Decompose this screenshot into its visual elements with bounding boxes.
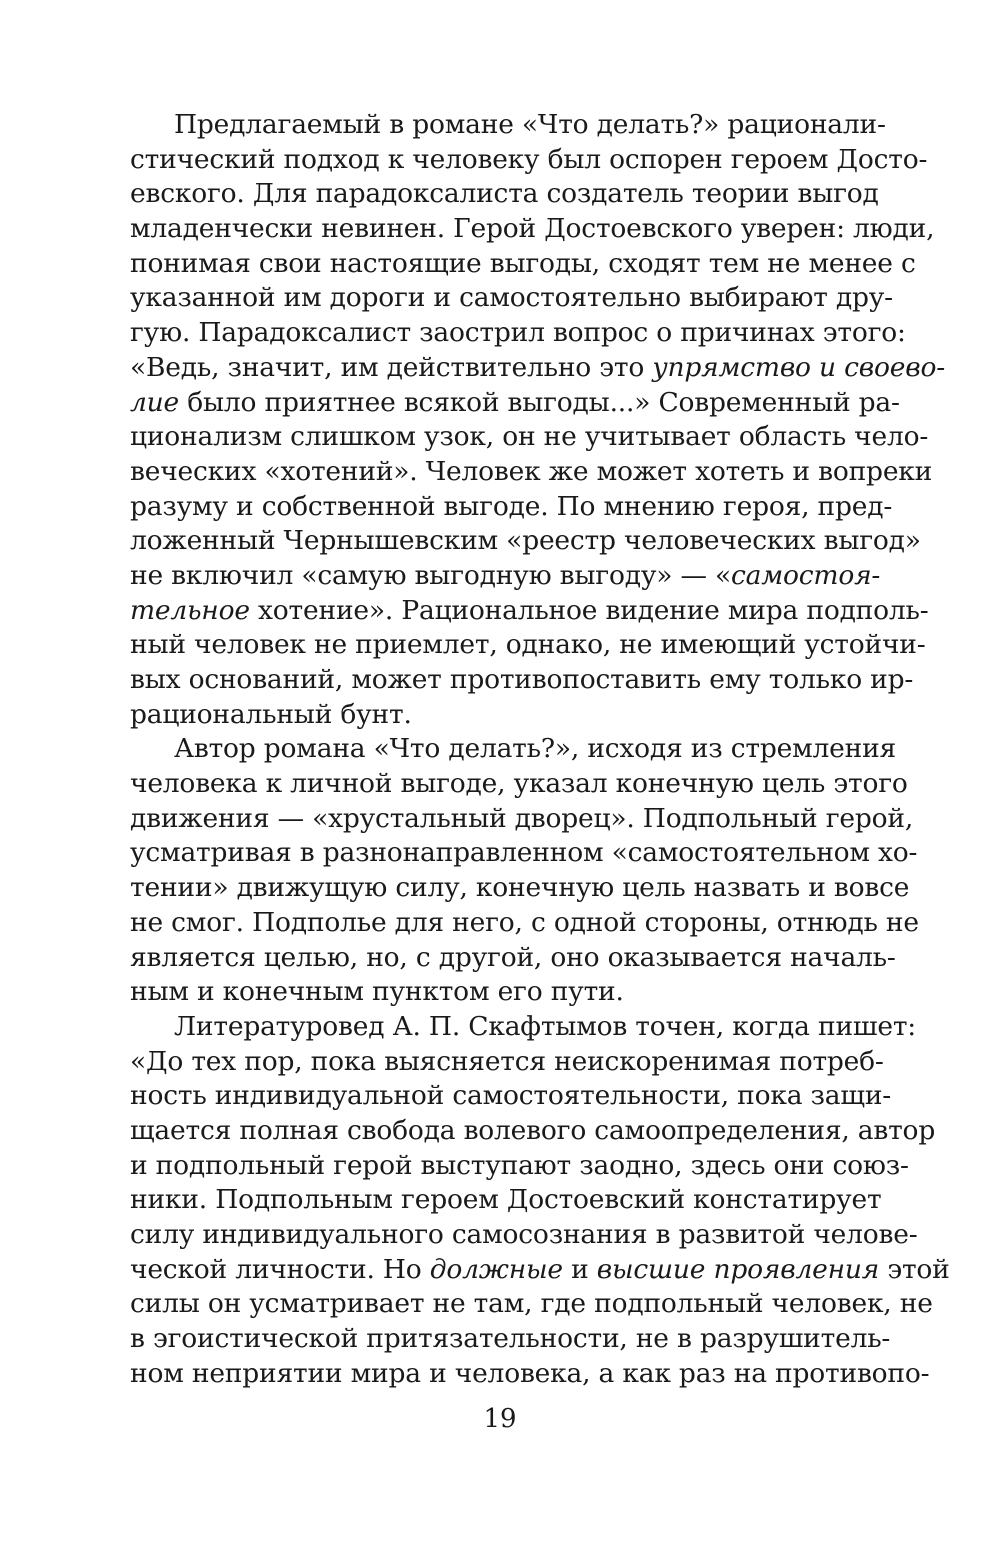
text-run: «Ведь, значит, им действительно это [130, 351, 653, 383]
text-run: указанной им дороги и самостоятельно выбирают дру- [130, 282, 893, 314]
text-run: «До тех пор, пока выясняется неискоренимая потреб- [130, 1045, 884, 1077]
text-run: ники. Подпольным героем Достоевский констатирует [130, 1184, 882, 1216]
text-run: ционализм слишком узок, он не учитывает область чело- [130, 421, 929, 453]
text-run: рациональный бунт. [130, 698, 412, 730]
text-line [130, 1218, 918, 1253]
paragraph [130, 1010, 950, 1392]
text-line [130, 1322, 891, 1357]
text-line [130, 1183, 882, 1218]
text-run: не включил «самую выгодную выгоду» — « [130, 559, 731, 591]
paragraph [130, 732, 919, 1010]
text-run: гую. Парадоксалист заострил вопрос о причинах этого: [130, 317, 906, 349]
text-line [130, 802, 914, 837]
paragraph [130, 108, 945, 732]
text-run: и [562, 1253, 597, 1285]
text-run: человека к личной выгоде, указал конечную цель этого [130, 768, 908, 800]
text-line [130, 386, 900, 421]
text-line [130, 1253, 950, 1288]
text-run: не смог. Подполье для него, с одной стороны, отнюдь не [130, 906, 919, 938]
text-line [130, 1357, 930, 1392]
text-line [130, 1010, 917, 1045]
text-line [130, 1149, 909, 1184]
text-line [130, 1079, 892, 1114]
text-line [130, 212, 935, 247]
text-line [130, 594, 929, 629]
text-run: и подпольный герой выступают заодно, здесь они союз- [130, 1149, 909, 1181]
text-run: было приятнее всякой выгоды...» Современный ра- [179, 386, 900, 418]
text-run: вых оснований, может противопоставить ему только ир- [130, 664, 914, 695]
text-line [130, 1045, 884, 1080]
text-line [130, 836, 918, 871]
text-run: тении» движущую силу, конечную цель назвать и вовсе [130, 872, 910, 904]
text-run: хотение». Рациональное видение мира подполь- [249, 594, 929, 626]
text-run: разуму и собственной выгоде. По мнению героя, пред- [130, 490, 893, 522]
text-run: веческих «хотений». Человек же может хотеть и вопреки [130, 455, 933, 487]
text-line [130, 559, 881, 594]
italic-text: тельное [130, 594, 250, 626]
text-run: ческой личности. Но [130, 1253, 430, 1285]
text-run: силы он усматривает не там, где подпольный человек, не [130, 1288, 933, 1320]
text-line [130, 767, 908, 802]
text-run: усматривая в разнонаправленном «самостоятельном хо- [130, 837, 918, 869]
text-run: понимая свои настоящие выгоды, сходят тем не менее с [130, 247, 916, 279]
text-run: младенчески невинен. Герой Достоевского уверен: люди, [130, 213, 935, 245]
text-run: силу индивидуального самосознания в развитой челове- [130, 1219, 918, 1250]
text-run: движения — «хрустальный дворец». Подпольный герой, [130, 802, 914, 834]
text-run: ложенный Чернышевским «реестр человеческих выгод» [130, 525, 921, 557]
text-line [130, 732, 897, 767]
text-line [130, 975, 848, 1010]
text-run: является целью, но, с другой, оно оказывается началь- [130, 941, 896, 973]
text-line [130, 1114, 936, 1149]
text-line [130, 524, 921, 559]
text-line [130, 247, 916, 282]
italic-text: лие [130, 386, 180, 418]
text-line [130, 316, 906, 351]
text-line [130, 663, 914, 698]
text-line [130, 871, 910, 906]
text-line [130, 628, 926, 663]
italic-text: должные [429, 1253, 563, 1285]
text-line [130, 490, 893, 525]
text-line [130, 143, 928, 178]
text-run: щается полная свобода волевого самоопределения, автор [130, 1114, 936, 1146]
text-line [130, 941, 896, 976]
text-run: ном неприятии мира и человека, а как раз на противопо- [130, 1357, 930, 1389]
text-line [130, 108, 886, 143]
text-run: Литературовед А. П. Скафтымов точен, когда пишет: [174, 1010, 917, 1042]
text-run: ный человек не приемлет, однако, не имеющий устойчи- [130, 629, 926, 661]
text-run: Автор романа «Что делать?», исходя из стремления [174, 733, 897, 765]
text-line [130, 177, 879, 212]
text-line [130, 455, 933, 490]
text-run: ность индивидуальной самостоятельности, пока защи- [130, 1080, 892, 1112]
text-line [130, 281, 893, 316]
page-body [130, 108, 950, 1391]
text-line [130, 698, 848, 733]
text-run: этой [879, 1253, 950, 1285]
italic-text: самостоя- [731, 559, 881, 591]
text-line [130, 420, 929, 455]
text-line [130, 1287, 933, 1322]
italic-text: высшие проявления [596, 1253, 880, 1285]
text-line [130, 906, 919, 941]
text-line [130, 351, 945, 386]
text-run: евского. Для парадоксалиста создатель теории выгод [130, 178, 879, 210]
italic-text: упрямство и своево- [652, 351, 945, 383]
text-run: ным и конечным пунктом его пути. [130, 976, 624, 1008]
page-number: 19 [483, 1404, 517, 1434]
text-run: Предлагаемый в романе «Что делать?» рационали- [174, 109, 886, 140]
text-run: в эгоистической притязательности, не в разрушитель- [130, 1323, 891, 1355]
text-run: стический подход к человеку был оспорен героем Досто- [130, 143, 928, 175]
